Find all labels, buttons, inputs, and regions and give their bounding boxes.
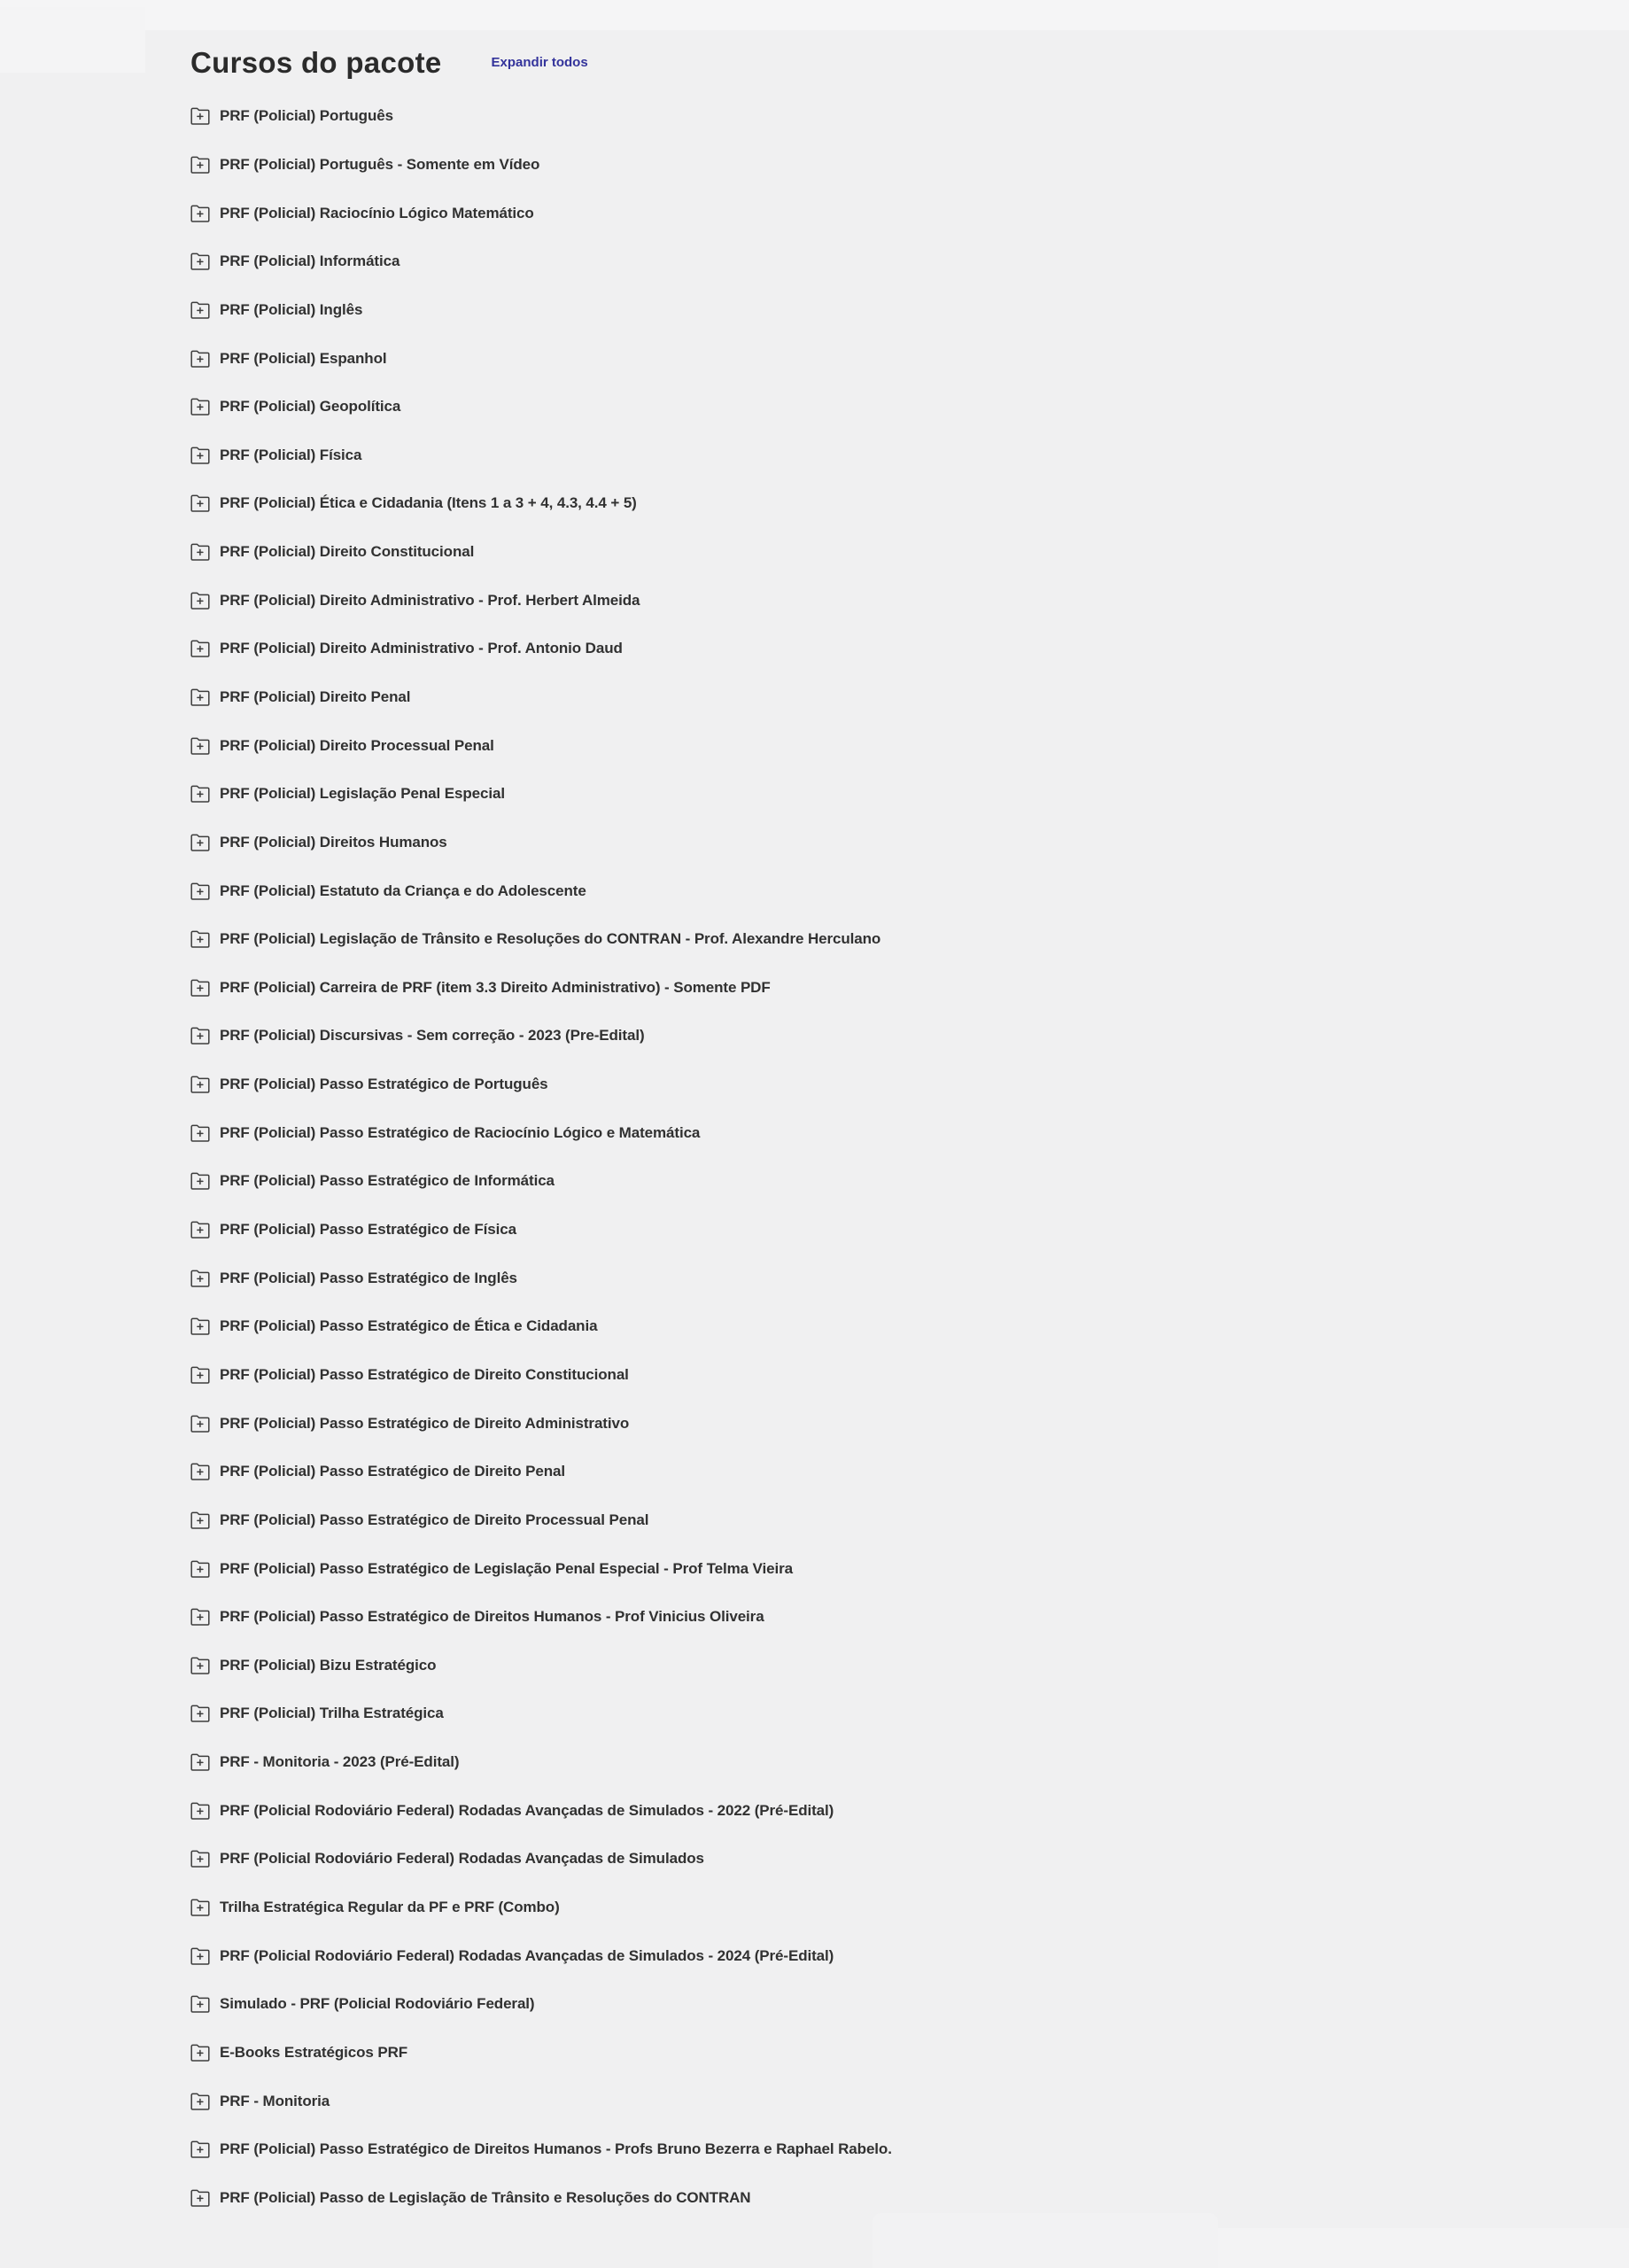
folder-plus-icon (190, 1027, 210, 1045)
course-title: E-Books Estratégicos PRF (220, 2043, 408, 2061)
folder-plus-icon (190, 1947, 210, 1965)
course-list-item[interactable] (190, 625, 1519, 673)
course-title: PRF (Policial) Direito Administrativo - Prof. Antonio Daud (220, 640, 623, 657)
course-list-item[interactable] (190, 819, 1519, 867)
package-courses-section (190, 46, 1519, 2222)
folder-plus-icon (190, 2044, 210, 2062)
folder-plus-icon (190, 2189, 210, 2207)
course-list-item[interactable] (190, 431, 1519, 479)
course-list-item[interactable] (190, 92, 1519, 141)
course-list-item[interactable] (190, 1206, 1519, 1254)
course-title: PRF (Policial) Passo Estratégico de Raciocínio Lógico e Matemática (220, 1123, 701, 1141)
course-list-item[interactable] (190, 1060, 1519, 1109)
page-title: Cursos do pacote (190, 46, 442, 79)
folder-plus-icon (190, 979, 210, 997)
course-title: PRF (Policial) Raciocínio Lógico Matemático (220, 204, 534, 221)
course-title: PRF (Policial) Português (220, 107, 393, 125)
course-list-item[interactable] (190, 479, 1519, 528)
course-title: PRF (Policial) Passo Estratégico de Física (220, 1221, 516, 1239)
folder-plus-icon (190, 2093, 210, 2110)
course-list-item[interactable] (190, 334, 1519, 383)
course-list-item[interactable] (190, 866, 1519, 915)
course-title: PRF (Policial) Direitos Humanos (220, 833, 447, 850)
course-title: PRF (Policial) Passo Estratégico de Direitos Humanos - Prof Vinicius Oliveira (220, 1608, 764, 1626)
course-list-item[interactable] (190, 1786, 1519, 1835)
folder-plus-icon (190, 1899, 210, 1916)
course-title: PRF (Policial) Direito Administrativo - Prof. Herbert Almeida (220, 591, 640, 609)
course-list-item[interactable] (190, 1980, 1519, 2029)
course-title: PRF - Monitoria (220, 2092, 330, 2109)
folder-plus-icon (190, 1463, 210, 1480)
course-title: PRF - Monitoria - 2023 (Pré-Edital) (220, 1753, 460, 1771)
folder-plus-icon (190, 737, 210, 755)
course-title: PRF (Policial) Carreira de PRF (item 3.3 Direito Administrativo) - Somente PDF (220, 978, 771, 996)
course-list-item[interactable] (190, 2174, 1519, 2223)
course-title: PRF (Policial) Passo Estratégico de Direito Processual Penal (220, 1511, 649, 1528)
course-title: PRF (Policial) Discursivas - Sem correção - 2023 (Pre-Edital) (220, 1027, 645, 1045)
folder-plus-icon (190, 205, 210, 222)
course-list-item[interactable] (190, 237, 1519, 286)
folder-plus-icon (190, 447, 210, 464)
folder-plus-icon (190, 1657, 210, 1674)
course-list-item[interactable] (190, 2125, 1519, 2174)
course-list-item[interactable] (190, 964, 1519, 1013)
folder-plus-icon (190, 1124, 210, 1142)
folder-plus-icon (190, 301, 210, 319)
folder-plus-icon (190, 1705, 210, 1722)
course-title: PRF (Policial) Física (220, 446, 362, 463)
course-list-item[interactable] (190, 383, 1519, 431)
folder-plus-icon (190, 1076, 210, 1093)
course-list-item[interactable] (190, 721, 1519, 770)
course-title: PRF (Policial) Direito Penal (220, 688, 411, 705)
folder-plus-icon (190, 1172, 210, 1190)
folder-plus-icon (190, 2140, 210, 2158)
folder-plus-icon (190, 1850, 210, 1868)
folder-plus-icon (190, 1317, 210, 1335)
course-list-item[interactable] (190, 1593, 1519, 1642)
course-title: PRF (Policial Rodoviário Federal) Rodadas Avançadas de Simulados - 2024 (Pré-Edital) (220, 1946, 834, 1964)
folder-plus-icon (190, 107, 210, 125)
folder-plus-icon (190, 592, 210, 610)
folder-plus-icon (190, 156, 210, 174)
folder-plus-icon (190, 1753, 210, 1771)
background-top-left-patch (0, 7, 145, 73)
folder-plus-icon (190, 543, 210, 561)
course-list-item[interactable] (190, 1351, 1519, 1400)
course-title: PRF (Policial) Inglês (220, 300, 363, 318)
course-list-item[interactable] (190, 1012, 1519, 1060)
course-title: PRF (Policial) Passo Estratégico de Direito Constitucional (220, 1365, 629, 1383)
folder-plus-icon (190, 930, 210, 948)
course-title: PRF (Policial) Geopolítica (220, 398, 401, 416)
folder-plus-icon (190, 1221, 210, 1239)
course-list-item[interactable] (190, 2077, 1519, 2125)
course-list-item[interactable] (190, 1399, 1519, 1448)
course-list-item[interactable] (190, 576, 1519, 625)
expand-all-link[interactable]: Expandir todos (491, 55, 588, 70)
course-list-item[interactable] (190, 1108, 1519, 1157)
course-list-item[interactable] (190, 189, 1519, 237)
course-list-item[interactable] (190, 1738, 1519, 1787)
folder-plus-icon (190, 252, 210, 270)
course-title: PRF (Policial Rodoviário Federal) Rodadas Avançadas de Simulados (220, 1850, 704, 1868)
course-title: PRF (Policial) Estatuto da Criança e do Adolescente (220, 882, 586, 899)
folder-plus-icon (190, 640, 210, 657)
folder-plus-icon (190, 1415, 210, 1433)
course-title: Trilha Estratégica Regular da PF e PRF (Combo) (220, 1899, 560, 1916)
folder-plus-icon (190, 350, 210, 368)
folder-plus-icon (190, 785, 210, 803)
course-list-item[interactable] (190, 1496, 1519, 1545)
course-list-item[interactable] (190, 1884, 1519, 1932)
course-list-item[interactable] (190, 1254, 1519, 1302)
course-title: PRF (Policial) Português - Somente em Vídeo (220, 155, 540, 173)
course-list-item[interactable] (190, 1931, 1519, 1980)
folder-plus-icon (190, 494, 210, 512)
folder-plus-icon (190, 1270, 210, 1287)
course-title: PRF (Policial) Passo Estratégico de Direito Administrativo (220, 1414, 630, 1432)
section-header (190, 46, 1519, 80)
folder-plus-icon (190, 1608, 210, 1626)
folder-plus-icon (190, 688, 210, 706)
folder-plus-icon (190, 1560, 210, 1578)
course-list-item[interactable] (190, 1448, 1519, 1496)
course-title: PRF (Policial) Passo de Legislação de Trânsito e Resoluções do CONTRAN (220, 2188, 751, 2206)
course-title: PRF (Policial) Ética e Cidadania (Itens 1 a 3 + 4, 4.3, 4.4 + 5) (220, 494, 637, 512)
course-title: PRF (Policial) Trilha Estratégica (220, 1705, 444, 1722)
background-top-strip (0, 0, 1629, 30)
folder-plus-icon (190, 882, 210, 900)
course-title: PRF (Policial) Passo Estratégico de Direitos Humanos - Profs Bruno Bezerra e Raphael Rabelo. (220, 2140, 892, 2158)
course-list-item[interactable] (190, 673, 1519, 722)
course-title: PRF (Policial) Passo Estratégico de Informática (220, 1172, 555, 1190)
course-list-item[interactable] (190, 141, 1519, 190)
course-title: PRF (Policial) Direito Constitucional (220, 543, 475, 561)
course-list-item[interactable] (190, 1302, 1519, 1351)
course-title: PRF (Policial) Legislação de Trânsito e Resoluções do CONTRAN - Prof. Alexandre Herculano (220, 930, 881, 948)
course-list-item[interactable] (190, 1835, 1519, 1884)
course-list-item[interactable] (190, 915, 1519, 964)
course-title: PRF (Policial) Passo Estratégico de Direito Penal (220, 1463, 565, 1480)
course-title: PRF (Policial Rodoviário Federal) Rodadas Avançadas de Simulados - 2022 (Pré-Edital) (220, 1801, 834, 1819)
course-list-item[interactable] (190, 1544, 1519, 1593)
course-title: PRF (Policial) Direito Processual Penal (220, 736, 494, 754)
course-list-item[interactable] (190, 528, 1519, 577)
course-list-item[interactable] (190, 286, 1519, 335)
background-bottom-patch (1214, 2228, 1629, 2268)
folder-plus-icon (190, 398, 210, 416)
course-title: PRF (Policial) Passo Estratégico de Português (220, 1076, 548, 1093)
folder-plus-icon (190, 1511, 210, 1529)
course-list-item[interactable] (190, 1642, 1519, 1690)
course-title: PRF (Policial) Legislação Penal Especial (220, 785, 505, 803)
course-title: PRF (Policial) Espanhol (220, 349, 387, 367)
course-list-item[interactable] (190, 1689, 1519, 1738)
course-title: PRF (Policial) Passo Estratégico de Legislação Penal Especial - Prof Telma Vieira (220, 1559, 793, 1577)
course-list-item[interactable] (190, 2029, 1519, 2078)
folder-plus-icon (190, 1802, 210, 1820)
folder-plus-icon (190, 834, 210, 851)
course-list-item[interactable] (190, 1157, 1519, 1206)
course-title: PRF (Policial) Bizu Estratégico (220, 1656, 437, 1674)
course-title: PRF (Policial) Informática (220, 252, 400, 270)
folder-plus-icon (190, 1366, 210, 1384)
course-title: PRF (Policial) Passo Estratégico de Inglês (220, 1269, 517, 1286)
course-list-item[interactable] (190, 770, 1519, 819)
course-list (190, 92, 1519, 2222)
course-title: Simulado - PRF (Policial Rodoviário Federal) (220, 1995, 535, 2013)
folder-plus-icon (190, 1995, 210, 2013)
course-title: PRF (Policial) Passo Estratégico de Ética e Cidadania (220, 1317, 598, 1335)
